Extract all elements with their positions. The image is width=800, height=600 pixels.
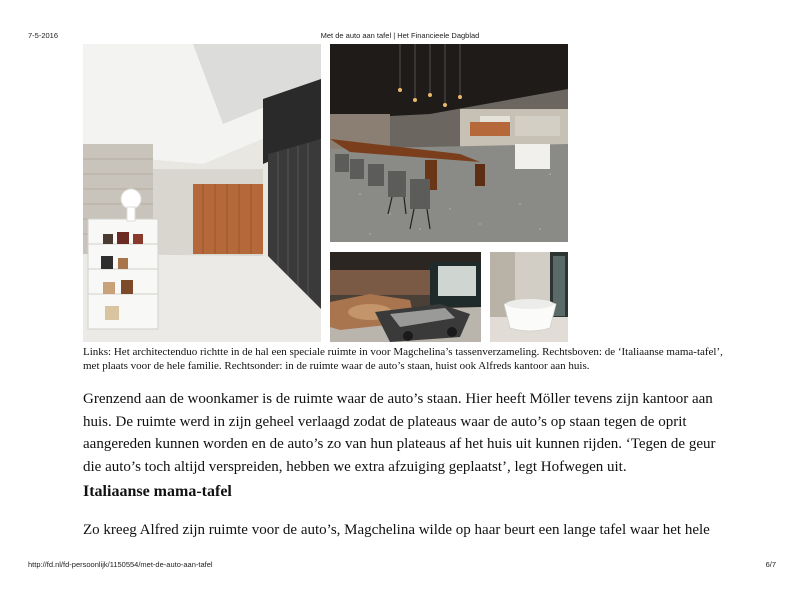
bath-photo: [490, 252, 568, 342]
bath-photo-drawing: [490, 252, 568, 342]
print-url: http://fd.nl/fd-persoonlijk/1150554/met-de-auto-aan-tafel: [28, 560, 213, 569]
section-heading: Italiaanse mama-tafel: [83, 483, 232, 500]
article-paragraph-2: Zo kreeg Alfred zijn ruimte voor de auto’s, Magchelina wilde op haar beurt een lange tafel waar het hele: [83, 522, 710, 538]
print-page-number: 6/7: [765, 560, 776, 569]
cars-photo: [330, 252, 481, 342]
hall-photo: [83, 44, 321, 342]
hall-photo-drawing: [83, 44, 321, 342]
print-date: 7-5-2016: [28, 31, 59, 40]
dining-photo: [330, 44, 568, 242]
print-title: Met de auto aan tafel | Het Financieele Dagblad: [320, 31, 480, 40]
dining-photo-drawing: [330, 44, 568, 242]
article-paragraph-1: Grenzend aan de woonkamer is de ruimte waar de auto’s staan. Hier heeft Möller tevens zijn kantoor aan huis. De ruimte werd in zijn geheel verlaagd zodat de plateaus waar de auto’s op staan tegen de oprit aangereden kunnen worden en de auto’s zo van hun plateaus af het huis uit kunnen rijden. ‘Tegen de geur die auto’s toch altijd verspreiden, hebben we extra afzuiging geplaatst’, legt Hofwegen uit.: [83, 391, 716, 475]
cars-photo-drawing: [330, 252, 481, 342]
photo-caption: Links: Het architectenduo richtte in de hal een speciale ruimte in voor Magchelina’s tassenverzameling. Rechtsboven: de ‘Italiaanse mama-tafel’, met plaats voor de hele familie. Rechtsonder: in de ruimte waar de auto’s staan, huist ook Alfreds kantoor aan huis.: [83, 346, 723, 372]
